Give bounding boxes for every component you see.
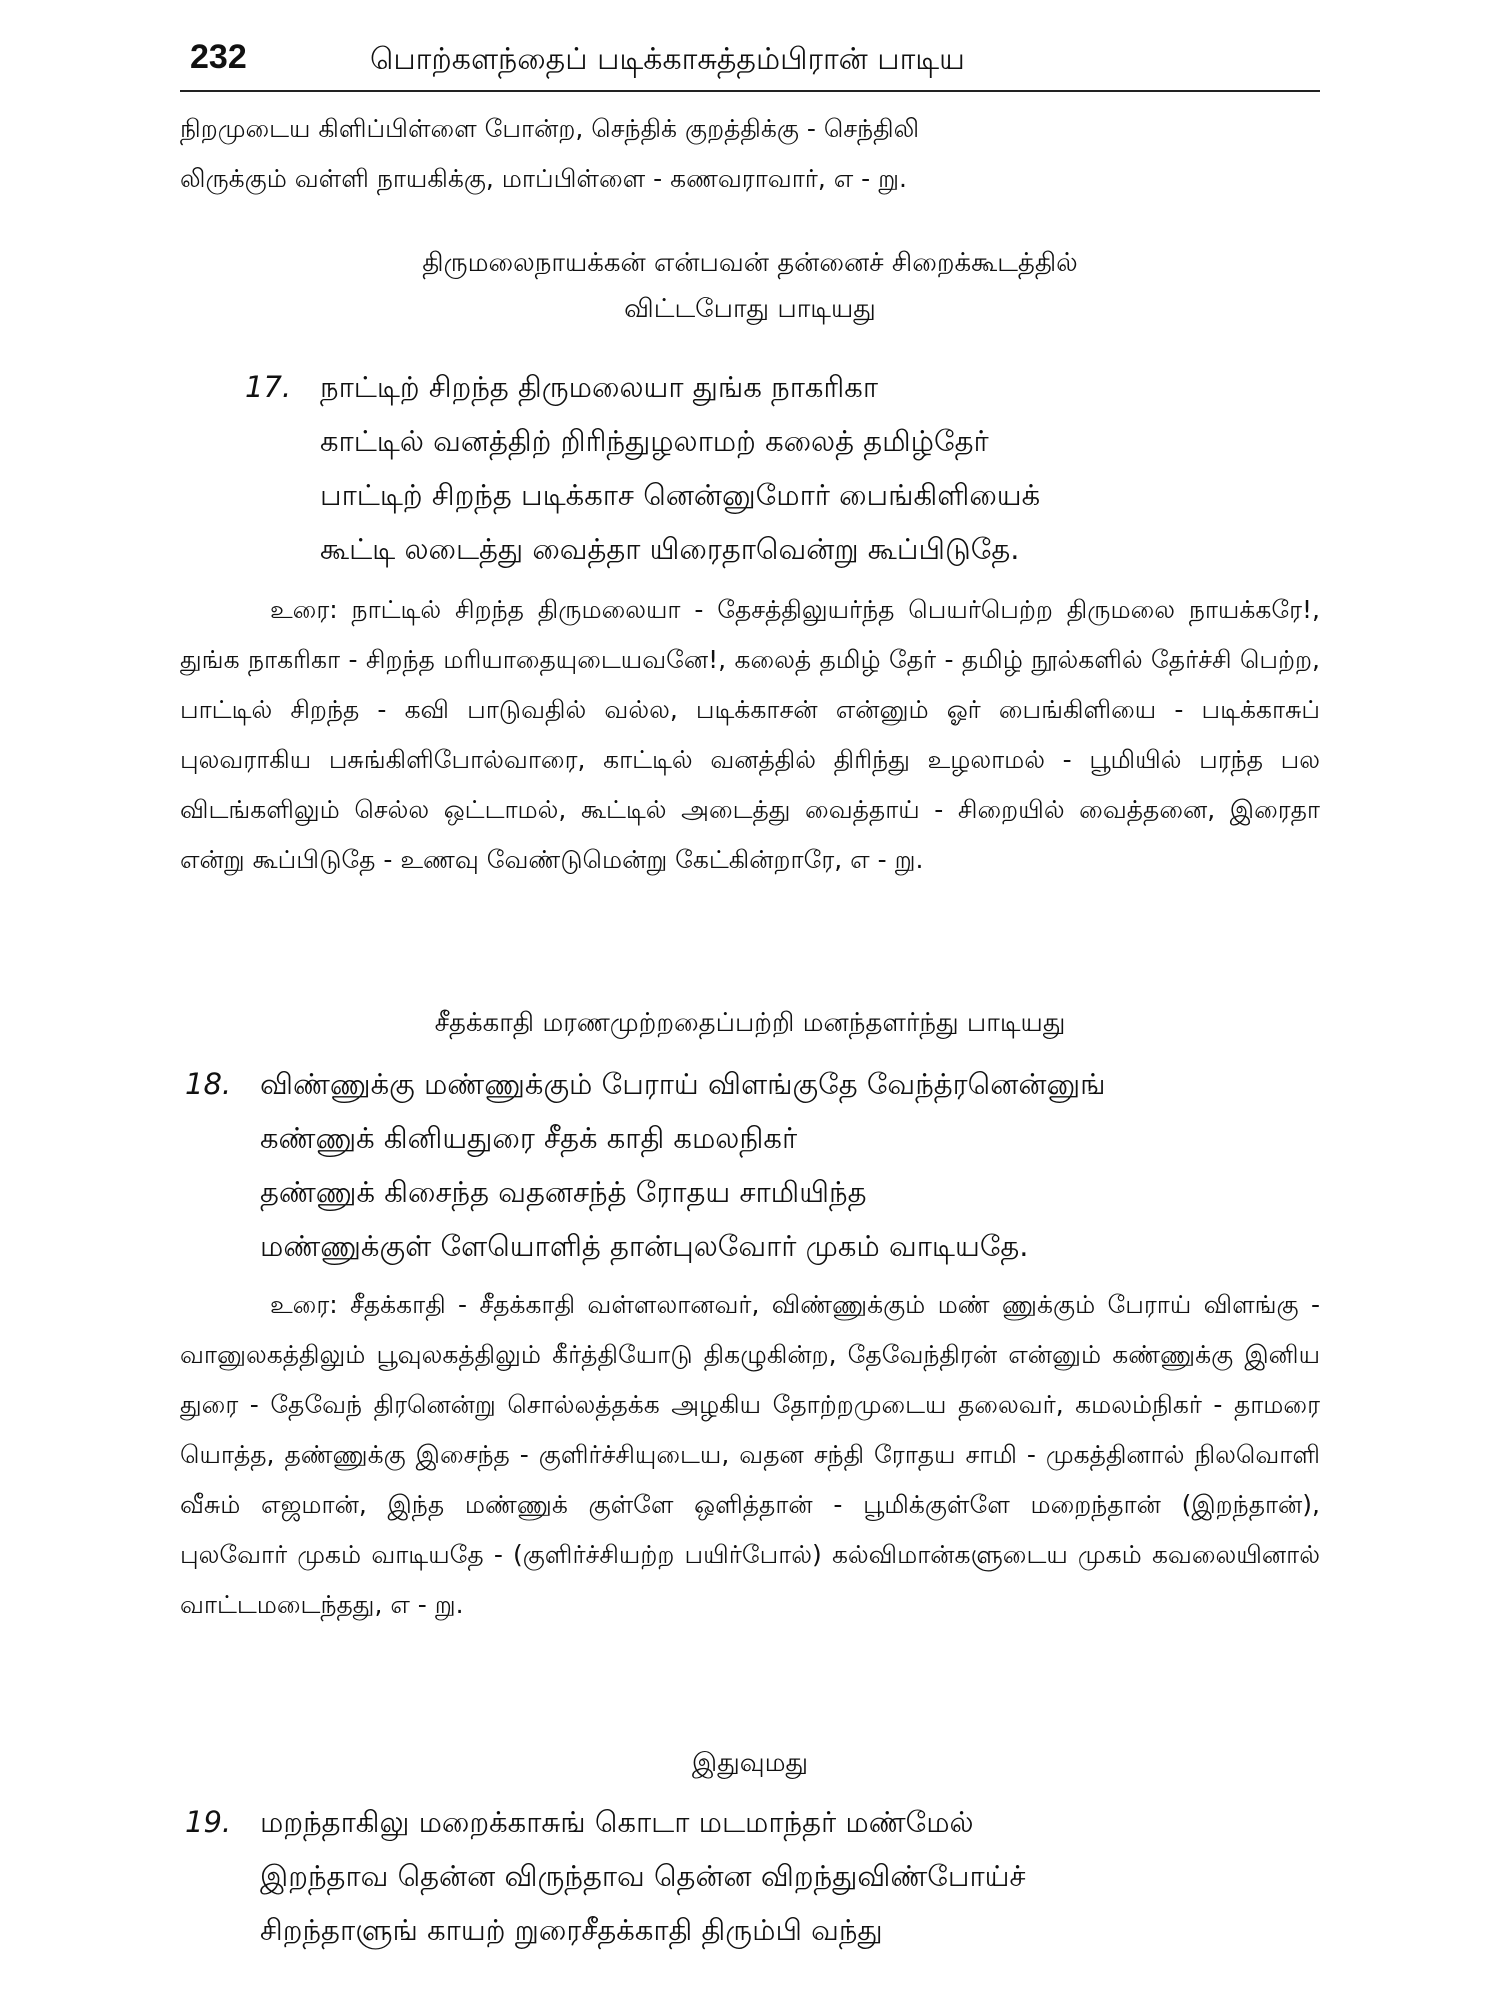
verse-number: 17. [245,370,292,404]
verse-line: பாட்டிற் சிறந்த படிக்காச னென்னுமோர் பைங்கிளியைக் [320,478,1041,512]
verse-line: விண்ணுக்கு மண்ணுக்கும் பேராய் விளங்குதே வேந்த்ரனென்னுங் [260,1067,1106,1101]
verse-line: கண்ணுக் கினியதுரை சீதக் காதி கமலநிகர் [260,1121,798,1155]
intro-text [180,104,1320,204]
section-17-heading [180,240,1320,332]
verse-number: 18. [185,1067,232,1101]
header-rule [180,90,1320,92]
heading-line: சீதக்காதி மரணமுற்றதைப்பற்றி மனந்தளர்ந்து பாடியது [434,1008,1066,1038]
commentary-18 [180,1280,1320,1630]
verse-line: நாட்டிற் சிறந்த திருமலையா துங்க நாகரிகா [320,370,878,404]
verse-line: சிறந்தாளுங் காயற் றுரைசீதக்காதி திரும்பி வந்து [260,1913,883,1947]
section-19-heading [180,1740,1320,1786]
verse-line: மண்ணுக்குள் ளேயொளித் தான்புலவோர் முகம் வாடியதே. [260,1229,1029,1263]
verse-19 [185,1795,1026,1957]
verse-17 [245,360,1041,576]
verse-line: தண்ணுக் கிசைந்த வதனசந்த் ரோதய சாமியிந்த [260,1175,867,1209]
commentary-text: உரை: நாட்டில் சிறந்த திருமலையா - தேசத்திலுயர்ந்த பெயர்பெற்ற திருமலை நாயக்கரே!, துங்க நாகரிகா - சிறந்த மரியாதையுடையவனே!, கலைத் தமிழ் தேர் - தமிழ் நூல்களில் தேர்ச்சி பெற்ற, பாட்டில் சிறந்த - கவி பாடுவதில் வல்ல, படிக்காசன் என்னும் ஓர் பைங்கிளியை - படிக்காசுப் புலவராகிய பசுங்கிளிபோல்வாரை, காட்டில் வனத்தில் திரிந்து உழலாமல் - பூமியில் பரந்த பல விடங்களிலும் செல்ல ஒட்டாமல், கூட்டில் அடைத்து வைத்தாய் - சிறையில் வைத்தனை, இரைதா என்று கூப்பிடுதே - உணவு வேண்டுமென்று கேட்கின்றாரே, எ - று. [180,595,1320,874]
verse-line: இறந்தாவ தென்ன விருந்தாவ தென்ன விறந்துவிண்போய்ச் [260,1859,1026,1893]
verse-line: காட்டில் வனத்திற் றிரிந்துழலாமற் கலைத் தமிழ்தேர் [320,424,989,458]
section-18-heading [180,1000,1320,1046]
verse-line: கூட்டி லடைத்து வைத்தா யிரைதாவென்று கூப்பிடுதே. [320,532,1020,566]
page-number: 232 [190,38,247,76]
intro-line: லிருக்கும் வள்ளி நாயகிக்கு, மாப்பிள்ளை - கணவராவார், எ - று. [180,164,907,193]
commentary-text: உரை: சீதக்காதி - சீதக்காதி வள்ளலானவர், விண்ணுக்கும் மண் ணுக்கும் பேராய் விளங்கு - வானுலகத்திலும் பூவுலகத்திலும் கீர்த்தியோடு திகழுகின்ற, தேவேந்திரன் என்னும் கண்ணுக்கு இனிய துரை - தேவேந் திரனென்று சொல்லத்தக்க அழகிய தோற்றமுடைய தலைவர், கமலம்நிகர் - தாமரை யொத்த, தண்ணுக்கு இசைந்த - குளிர்ச்சியுடைய, வதன சந்தி ரோதய சாமி - முகத்தினால் நிலவொளி வீசும் எஜமான், இந்த மண்ணுக் குள்ளே ஒளித்தான் - பூமிக்குள்ளே மறைந்தான் (இறந்தான்), புலவோர் முகம் வாடியதே - (குளிர்ச்சியற்ற பயிர்போல்) கல்விமான்களுடைய முகம் கவலையினால் வாட்டமடைந்தது, எ - று. [180,1290,1320,1619]
intro-line: நிறமுடைய கிளிப்பிள்ளை போன்ற, செந்திக் குறத்திக்கு - செந்திலி [180,114,920,143]
verse-line: மறந்தாகிலு மறைக்காசுங் கொடா மடமாந்தர் மண்மேல் [260,1805,974,1839]
heading-line: விட்டபோது பாடியது [624,294,876,324]
verse-18 [185,1057,1106,1273]
commentary-17 [180,585,1320,885]
running-title: பொற்களந்தைப் படிக்காசுத்தம்பிரான் பாடிய [370,42,965,77]
heading-line: திருமலைநாயக்கன் என்பவன் தன்னைச் சிறைக்கூடத்தில் [422,248,1078,278]
heading-line: இதுவுமது [691,1748,809,1778]
verse-number: 19. [185,1805,232,1839]
page-header [180,38,1320,86]
